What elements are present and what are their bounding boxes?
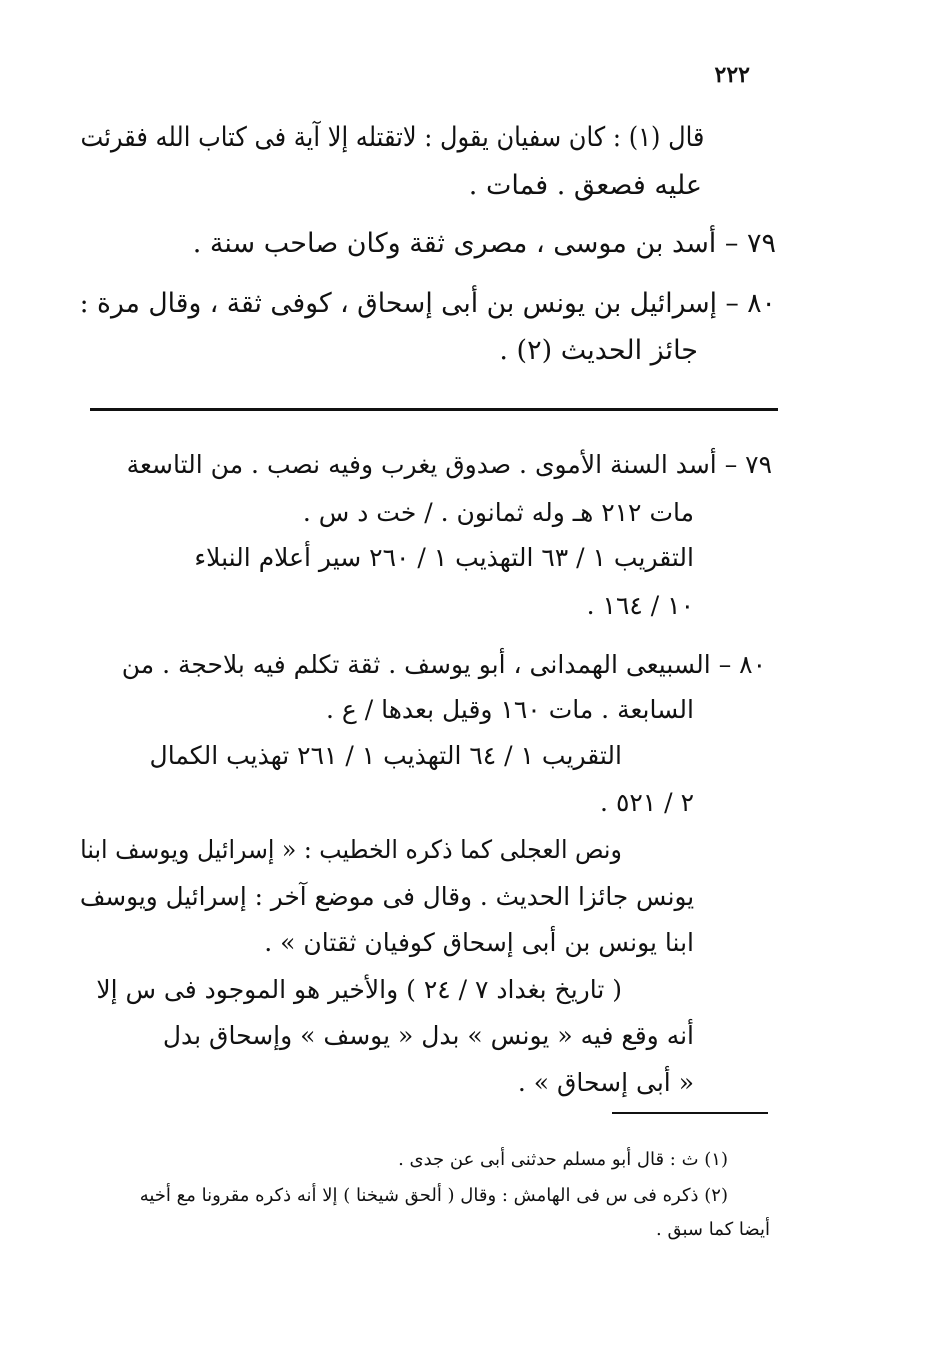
main-entry-79: ٧٩ – أسد بن موسى ، مصرى ثقة وكان صاحب سنة . [192, 228, 776, 259]
main-line-5: جائز الحديث (٢) . [499, 335, 698, 366]
note-line: ونص العجلى كما ذكره الخطيب : « إسرائيل ويوسف ابنا [80, 835, 622, 864]
footnote-2: (٢) ذكره فى س فى الهامش : وقال ( ألحق شيخنا ) إلا أنه ذكره مقرونا مع أخيه [139, 1185, 728, 1206]
footnote-2-continued: أيضا كما سبق . [656, 1219, 770, 1240]
main-entry-80: ٨٠ – إسرائيل بن يونس بن أبى إسحاق ، كوفى ثقة ، وقال مرة : [79, 288, 776, 319]
note-line: ١٠ / ١٦٤ . [586, 591, 694, 620]
note-line: التقريب ١ / ٦٣ التهذيب ١ / ٢٦٠ سير أعلام النبلاء [194, 543, 694, 572]
note-line: أنه وقع فيه « يونس » بدل « يوسف » وإسحاق بدل [162, 1021, 694, 1050]
note-entry-79: ٧٩ – أسد السنة الأموى . صدوق يغرب وفيه نصب . من التاسعة [126, 450, 772, 479]
note-line: السابعة . مات ١٦٠ وقيل بعدها / ع . [325, 695, 694, 724]
note-line: يونس جائزا الحديث . وقال فى موضع آخر : إسرائيل ويوسف [79, 882, 694, 911]
main-line-1: قال (١) : كان سفيان يقول : لاتقتله إلا آية فى كتاب الله فقرئت [80, 122, 704, 153]
footnote-rule [612, 1112, 768, 1114]
note-line: « أبى إسحاق » . [517, 1068, 694, 1097]
main-line-2: عليه فصعق . فمات . [468, 170, 702, 201]
footnote-1: (١) ث : قال أبو مسلم حدثنى أبى عن جدى . [398, 1149, 728, 1170]
page-number: ٢٢٢ [714, 62, 750, 88]
note-line: ( تاريخ بغداد ٧ / ٢٤ ) والأخير هو الموجود فى س إلا [96, 975, 622, 1004]
note-line: مات ٢١٢ هـ وله ثمانون . / خت د س . [302, 498, 694, 527]
note-entry-80: ٨٠ – السبيعى الهمدانى ، أبو يوسف . ثقة تكلم فيه بلاحجة . من [121, 650, 766, 679]
note-line: التقريب ١ / ٦٤ التهذيب ١ / ٢٦١ تهذيب الكمال [149, 741, 622, 770]
separator-rule [90, 408, 778, 411]
note-line: ٢ / ٥٢١ . [600, 788, 694, 817]
note-line: ابنا يونس بن أبى إسحاق كوفيان ثقتان » . [264, 928, 694, 957]
